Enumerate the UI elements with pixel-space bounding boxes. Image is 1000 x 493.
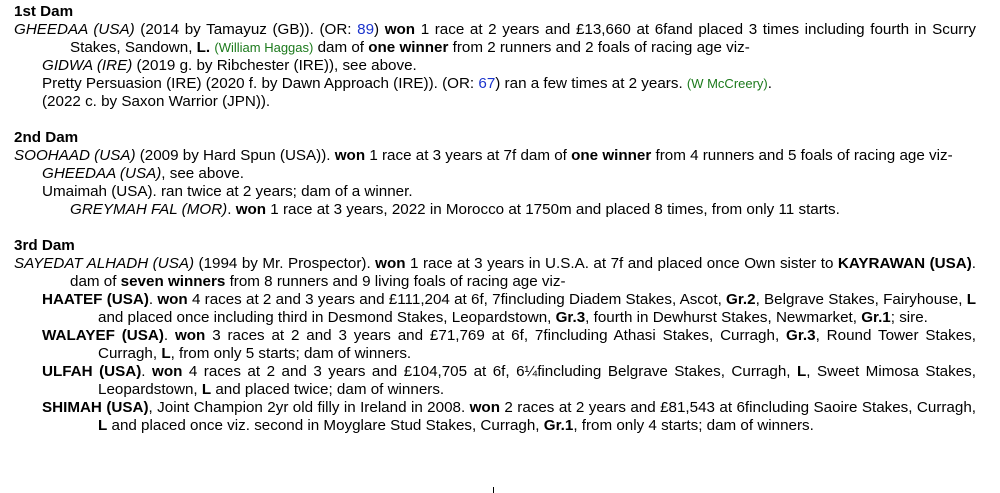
text: 1 race at 3 years at 7f dam of <box>365 147 572 164</box>
won-label: won <box>334 147 366 164</box>
text: 1 race at 2 years and £13,660 at 6fand placed 3 times including fourth in Scurry Stakes, Sandown, <box>70 21 976 56</box>
foal-entry <box>42 291 976 327</box>
race-grade: L. <box>196 39 211 56</box>
foal-entry <box>42 57 976 75</box>
bold-text: won <box>174 327 206 344</box>
text: from 4 runners and 5 foals of racing age viz- <box>651 147 953 164</box>
bold-text: L <box>98 417 108 434</box>
text: and placed once including third in Desmond Stakes, Leopardstown, <box>98 309 556 326</box>
official-rating: 89 <box>357 21 375 38</box>
text: from 2 runners and 2 foals of racing age viz- <box>448 39 750 56</box>
text: and placed once viz. second in Moyglare Stud Stakes, Curragh, <box>107 417 544 434</box>
won-label: won <box>235 201 267 218</box>
text: . <box>163 327 175 344</box>
third-dam-heading: 3rd Dam <box>14 237 75 254</box>
text: . <box>227 201 236 218</box>
won-label: won <box>384 21 416 38</box>
horse-name: SHIMAH (USA) <box>42 399 149 416</box>
text: and placed twice; dam of winners. <box>211 381 445 398</box>
text: , fourth in Dewhurst Stakes, Newmarket, <box>585 309 862 326</box>
official-rating: 67 <box>478 75 496 92</box>
text: . <box>767 75 773 92</box>
winners-count: one winner <box>368 39 449 56</box>
third-dam-foals <box>14 291 976 435</box>
foal-entry <box>42 363 976 399</box>
first-dam-heading: 1st Dam <box>14 3 74 20</box>
text: (2009 by Hard Spun (USA)). <box>135 147 335 164</box>
bold-text: Gr.1 <box>543 417 574 434</box>
horse-name: GHEEDAA (USA) <box>42 165 162 182</box>
first-dam-entry <box>14 21 976 57</box>
text: (2014 by Tamayuz (GB)). (OR: <box>134 21 358 38</box>
winners-count: one winner <box>571 147 652 164</box>
second-dam-entry <box>14 147 976 165</box>
text: , from only 5 starts; dam of winners. <box>170 345 412 362</box>
horse-name: HAATEF (USA) <box>42 291 149 308</box>
text: (1994 by Mr. Prospector). <box>194 255 376 272</box>
trainer-name: (W McCreery) <box>686 76 768 91</box>
horse-name: GHEEDAA (USA) <box>14 21 135 38</box>
second-dam-heading: 2nd Dam <box>14 129 79 146</box>
text: . <box>148 291 158 308</box>
text: ; sire. <box>890 309 928 326</box>
foal-entry <box>42 183 976 201</box>
text: , Joint Champion 2yr old filly in Ireland in 2008. <box>148 399 470 416</box>
text: Umaimah (USA). ran twice at 2 years; dam of a winner. <box>42 183 413 200</box>
horse-name: GIDWA (IRE) <box>42 57 133 74</box>
text: , see above. <box>161 165 245 182</box>
bold-text: won <box>152 363 183 380</box>
horse-name: GREYMAH FAL (MOR) <box>70 201 228 218</box>
bold-text: Gr.2 <box>726 291 756 308</box>
text: dam of <box>313 39 369 56</box>
page-edge-mark <box>493 487 494 493</box>
text: 2 races at 2 years and £81,543 at 6fincluding Saoire Stakes, Curragh, <box>499 399 976 416</box>
bold-text: L <box>201 381 212 398</box>
foal-entry <box>42 75 976 93</box>
foal-entry <box>42 327 976 363</box>
horse-name: SAYEDAT ALHADH (USA) <box>14 255 195 272</box>
trainer-name: (William Haggas) <box>214 40 314 55</box>
text: 1 race at 3 years, 2022 in Morocco at 1750m and placed 8 times, from only 11 starts. <box>266 201 840 218</box>
sister-name: KAYRAWAN (USA) <box>837 255 972 272</box>
text: , Belgrave Stakes, Fairyhouse, <box>755 291 967 308</box>
text: (2019 g. by Ribchester (IRE)), see above. <box>132 57 417 74</box>
text: 1 race at 3 years in U.S.A. at 7f and placed once Own sister to <box>405 255 838 272</box>
grandfoal-entry <box>70 201 976 219</box>
text: 4 races at 2 and 3 years and £111,204 at 6f, 7fincluding Diadem Stakes, Ascot, <box>187 291 727 308</box>
horse-name: SOOHAAD (USA) <box>14 147 136 164</box>
bold-text: Gr.3 <box>786 327 816 344</box>
bold-text: won <box>469 399 500 416</box>
bold-text: L <box>797 363 807 380</box>
foal-entry <box>42 93 976 111</box>
bold-text: won <box>157 291 188 308</box>
pedigree-page <box>14 3 976 435</box>
text: , from only 4 starts; dam of winners. <box>573 417 814 434</box>
horse-name: ULFAH (USA) <box>42 363 142 380</box>
text: ) <box>374 21 385 38</box>
bold-text: Gr.3 <box>555 309 586 326</box>
horse-name: WALAYEF (USA) <box>42 327 164 344</box>
bold-text: L <box>161 345 171 362</box>
winners-count: seven winners <box>120 273 226 290</box>
text: . dam of <box>70 255 976 290</box>
text: 4 races at 2 and 3 years and £104,705 at 6f, 6¼fincluding Belgrave Stakes, Curragh, <box>182 363 797 380</box>
text: , Sweet Mimosa Stakes, Leopardstown, <box>98 363 976 398</box>
text: 3 races at 2 and 3 years and £71,769 at 6f, 7fincluding Athasi Stakes, Curragh, <box>205 327 787 344</box>
text: , Round Tower Stakes, Curragh, <box>98 327 976 362</box>
text: ) ran a few times at 2 years. <box>495 75 687 92</box>
foal-entry <box>42 165 976 183</box>
text: Pretty Persuasion (IRE) (2020 f. by Dawn Approach (IRE)). (OR: <box>42 75 479 92</box>
text: . <box>141 363 153 380</box>
text: (2022 c. by Saxon Warrior (JPN)). <box>42 93 271 110</box>
bold-text: Gr.1 <box>861 309 891 326</box>
text: from 8 runners and 9 living foals of racing age viz- <box>225 273 566 290</box>
third-dam-entry <box>14 255 976 291</box>
foal-entry <box>42 399 976 435</box>
won-label: won <box>375 255 406 272</box>
bold-text: L <box>966 291 976 308</box>
